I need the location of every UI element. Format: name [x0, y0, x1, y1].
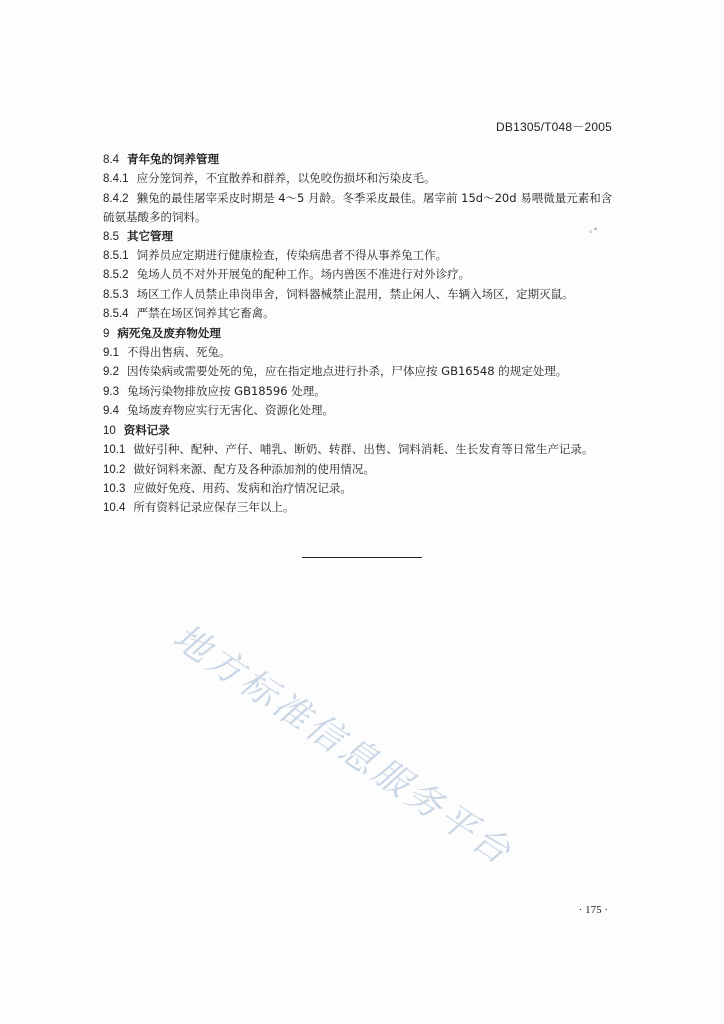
clause-number: 9.3 — [103, 385, 119, 398]
clause-number: 8.5.2 — [103, 269, 129, 282]
section-number: 10 — [103, 424, 116, 437]
end-rule — [302, 557, 422, 558]
clause-number: 8.5.4 — [103, 308, 129, 321]
clause-text: 场区工作人员禁止串岗串舍，饲料器械禁止混用，禁止闲人、车辆入场区，定期灭鼠。 — [136, 286, 574, 301]
document-body — [103, 150, 623, 518]
section-number: 9 — [103, 327, 110, 340]
clause-text: 不得出售病、死兔。 — [127, 345, 231, 360]
clause-text: 饲养员应定期进行健康检查，传染病患者不得从事养兔工作。 — [136, 248, 448, 263]
clause-number: 8.5.3 — [103, 288, 129, 301]
clause-text: 做好饲料来源、配方及各种添加剂的使用情况。 — [133, 461, 375, 476]
scan-speck: ◦˄ — [588, 228, 598, 238]
clause-number: 9.4 — [103, 405, 119, 418]
clause-number: 8.5.1 — [103, 250, 129, 263]
clause — [103, 440, 623, 459]
clause-text: 獭兔的最佳屠宰采皮时期是 4～5 月龄。冬季采皮最佳。屠宰前 15d～20d 易喂微量元素和含 — [136, 190, 613, 205]
clause-text: 做好引种、配种、产仔、哺乳、断奶、转群、出售、饲料消耗、生长发育等日常生产记录。 — [133, 442, 594, 457]
clause — [103, 304, 623, 323]
section-number: 8.5 — [103, 230, 119, 243]
clause-text: 兔场人员不对外开展兔的配种工作。场内兽医不准进行对外诊疗。 — [136, 267, 471, 282]
watermark: 地方标准信息服务平台 — [165, 616, 521, 875]
clause — [103, 382, 623, 401]
section-heading — [103, 227, 623, 246]
clause-number: 10.1 — [103, 444, 126, 457]
section-heading — [103, 421, 623, 440]
clause-number: 9.1 — [103, 347, 119, 360]
section-text: 资料记录 — [123, 422, 170, 437]
clause-continuation — [103, 208, 623, 226]
clause-number: 10.3 — [103, 482, 126, 495]
clause — [103, 498, 623, 517]
clause — [103, 285, 623, 304]
clause-number: 8.4.2 — [103, 192, 129, 205]
clause-number: 9.2 — [103, 366, 119, 379]
clause-number: 8.4.1 — [103, 173, 129, 186]
clause — [103, 401, 623, 420]
clause-number: 10.2 — [103, 463, 126, 476]
section-text: 其它管理 — [127, 228, 173, 243]
page-number: · 175 · — [578, 904, 608, 916]
document-code: DB1305/T048－2005 — [496, 120, 612, 134]
clause-text: 因传染病或需要处死的兔，应在指定地点进行扑杀，尸体应按 GB16548 的规定处理。 — [127, 364, 568, 379]
clause — [103, 460, 623, 479]
clause — [103, 479, 623, 498]
clause — [103, 189, 623, 208]
clause-text: 应做好免疫、用药、发病和治疗情况记录。 — [133, 480, 352, 495]
section-text: 青年兔的饲养管理 — [127, 152, 219, 166]
clause-text: 应分笼饲养，不宜散养和群养，以免咬伤损坏和污染皮毛。 — [136, 171, 436, 186]
clause — [103, 343, 623, 362]
clause — [103, 265, 623, 284]
clause-text: 兔场废弃物应实行无害化、资源化处理。 — [127, 403, 334, 418]
clause-text-continued: 硫氨基酸多的饲料。 — [103, 210, 207, 225]
clause-text: 兔场污染物排放应按 GB18596 处理。 — [127, 383, 326, 398]
section-text: 病死兔及废弃物处理 — [117, 325, 221, 340]
clause — [103, 169, 623, 188]
clause — [103, 246, 623, 265]
section-number: 8.4 — [103, 154, 119, 166]
clause-text: 所有资料记录应保存三年以上。 — [133, 500, 295, 515]
clause-text: 严禁在场区饲养其它畜禽。 — [136, 306, 275, 321]
section-heading — [103, 150, 623, 169]
clause-number: 10.4 — [103, 502, 126, 515]
clause — [103, 362, 623, 381]
section-heading — [103, 324, 623, 343]
